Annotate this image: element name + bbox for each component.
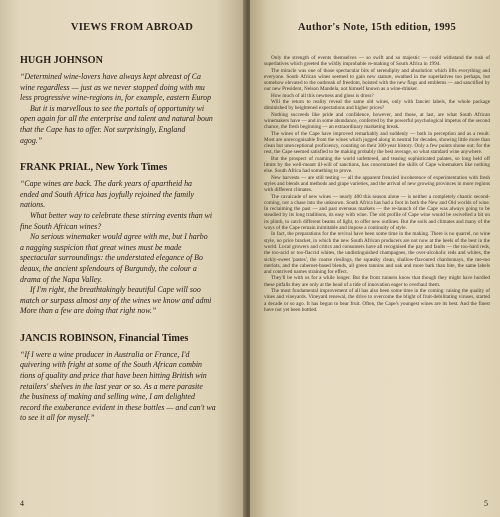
paragraph: The wines of the Cape have improved remarkably and suddenly — both in perception and as a result. Most are unrecognisable from the wines which jogged along in neutral for decades, showing little more than clean but unexceptional proficiency, counting on their 300-year history. Only a few points shone out; for the rest, the Cape seemed satisfied to be making probably the best average, so what standard wine anywhere. (264, 130, 490, 156)
quote-line: “Cape wines are back. The dark years of apartheid ha (20, 179, 192, 189)
quote-line: open again for all the enterprise and talent and natural boun (20, 114, 213, 124)
quote-section (20, 162, 246, 317)
quote-line: “If I were a wine producer in Australia or France, I'd (20, 349, 190, 359)
quote-line: fine South African wines? (20, 221, 102, 231)
paragraph: The miracle was one of those spectacular bits of serendipity and absolution which lifts everything and everyone. South African wines seemed to gain new stature, swathed in the superlatives too perhaps, but somehow elevated to the outbreak of freedom, hoisted with the new flags and emblems — and sanctified by our new President, Nelson Mandela, not himself known as a wine-drinker. (264, 67, 490, 93)
body-text (264, 55, 490, 313)
quote-line: More than a few are doing that right now.” (20, 306, 157, 316)
quote-line: tions of quality and price that have been hitting British win (20, 371, 207, 381)
paragraph: The most fundamental improvement of all has also been some time in the coming: raising the quality of vines and vineyards. Vineyard renewal, the drive to overcome the blight of fruit-debilitating viruses, started a decade or so ago. It has begun to bear fruit. Often, the Cape's youngest wines are its best. And the finest have not yet been bottled. (264, 287, 490, 313)
left-page (0, 0, 246, 517)
paragraph: Only the strength of events themselves — so swift and so majestic — could withstand the rush of superlatives which greeted the wildly improbable re-making of South Africa in 1994. (264, 55, 490, 68)
paragraph: In fact, the preparations for the revival have been some time in the making. There is no quarrel, no wine style, no price bracket, in which the new South African producers are not now at the heels of the best in the world. Local growers and critics and consumers have all recognised the pay and faults — the too-hard reds, the too-acid or too-flaccid whites, the undistinguished champagnes, the over-alcoholic reds and whites, the sickly-sweet 'pastes', the coarse rieslings, the squeaky clean, shallow-flavoured chardonnays, the me-too merlots, and the cabernet-based blends, all green tannins and oak and more bark than bite, the same labels and contrived names straining for effect. (264, 231, 490, 276)
quote-author: HUGH JOHNSON (20, 55, 103, 66)
quote-line: “Determined wine-lovers have always kept abreast of Ca (20, 72, 201, 81)
quote-line: But it is marvellous to see the portals of opportunity wi (30, 103, 205, 113)
left-running-head: VIEWS FROM ABROAD (70, 22, 194, 33)
quote-line: What better way to celebrate these stirring events than wi (30, 210, 213, 220)
quote-section (20, 55, 246, 146)
paragraph: How much of all this newness and gloss is dross? (271, 92, 374, 99)
right-running-head: Author's Note, 15th edition, 1995 (297, 22, 457, 33)
right-page (250, 0, 500, 517)
paragraph: But the prospect of roaming the world unfettered, and teasing sophisticated palates, so long held off limits by the well-meant ill-will of sanctions, has concentrated the skills of Cape winemakers like nothing else. South Africa had something to prove. (264, 155, 490, 175)
paragraph: The cavalcade of new wines — nearly 400 this season alone — is neither a completely chaotic second-coming, nor a chase into the unknown. South Africa has had a foot in both the New and Old worlds of wine. In reclaiming the past — and past overseas markets — the re-launch of the Cape was always going to be steadied by its long traditions, its easy with wine. The old profile of Cape wine would be swivelled a bit on its plinth, to catch different beams of light, to offer new outlines. But the soils and climates and many of the ways of the Cape remain inimitable and impose a continuity of style. (264, 193, 490, 232)
page-number-right: 5 (484, 499, 488, 508)
quote-line: the business of making and selling wine, I am delighted (20, 392, 195, 402)
quote-line: agog.” (20, 135, 43, 145)
quote-line: deaux, the ancient splendours of Burgundy, the colour a (20, 263, 197, 273)
quote-line: match or surpass almost any of the wines we know and admi (20, 295, 212, 305)
paragraph: They'll be with us for a while longer. But the front runners know that though they might have hurdled these pitfalls they are only at the head of a tide of innovation eager to overhaul them. (264, 275, 490, 288)
quote-line: spectacular surroundings: the understated elegance of Bo (20, 253, 203, 263)
left-page-content (20, 22, 246, 440)
quote-line: quivering with fright at some of the South African combin (20, 360, 202, 370)
quote-author: JANCIS ROBINSON, Financial Times (20, 332, 189, 344)
quote-line: retailers' shelves in the last year or so. As a mere parasite (20, 381, 203, 391)
paragraph: Nothing succeeds like pride and confidence, however, and those, at last, are what South African winemakers have — and in some abundance, conferred by the powerful psychological impetus of the second chance, the fresh beginning — an extraordinary marketing break. (264, 111, 490, 131)
page-number-left: 4 (20, 499, 24, 508)
right-page-content (264, 22, 490, 313)
quote-line: that the Cape has to offer. Not surprisingly, England (20, 124, 186, 134)
quote-author: FRANK PRIAL, New York Times (20, 162, 168, 174)
quote-line: wine regardless — just as we never stopped doing with mu (20, 82, 205, 92)
quote-line: a nagging suspicion that great wines must be made (20, 242, 182, 252)
paragraph: Will the return to reality reveal the same old wines, only with fancier labels, the whole package diminished by heightened expectations and higher prices? (264, 99, 490, 112)
quote-line: If I'm right, the breathtakingly beautiful Cape will soo (30, 285, 201, 295)
quote-section (20, 333, 246, 424)
paragraph: New harvests — are still testing — all the apparent frenzied incoherence of experimentation with fresh styles and blends and methods and grape varieties, and the arrival of new growing provinces in more regions with different climates. (264, 174, 490, 194)
quote-line: No serious winemaker would agree with me, but I harbo (30, 232, 208, 242)
quote-line: record the exuberance evident in these bottles — and can't wa (20, 402, 216, 412)
quote-line: to see it all for myself.” (20, 413, 95, 423)
quote-line: nations. (20, 200, 46, 210)
quote-line: ended and South Africa has joyfully rejoined the family (20, 189, 195, 199)
quote-line: drama of the Napa Valley. (20, 274, 103, 284)
quote-line: less progressive wine-regions in, for example, eastern Europ (20, 93, 212, 103)
